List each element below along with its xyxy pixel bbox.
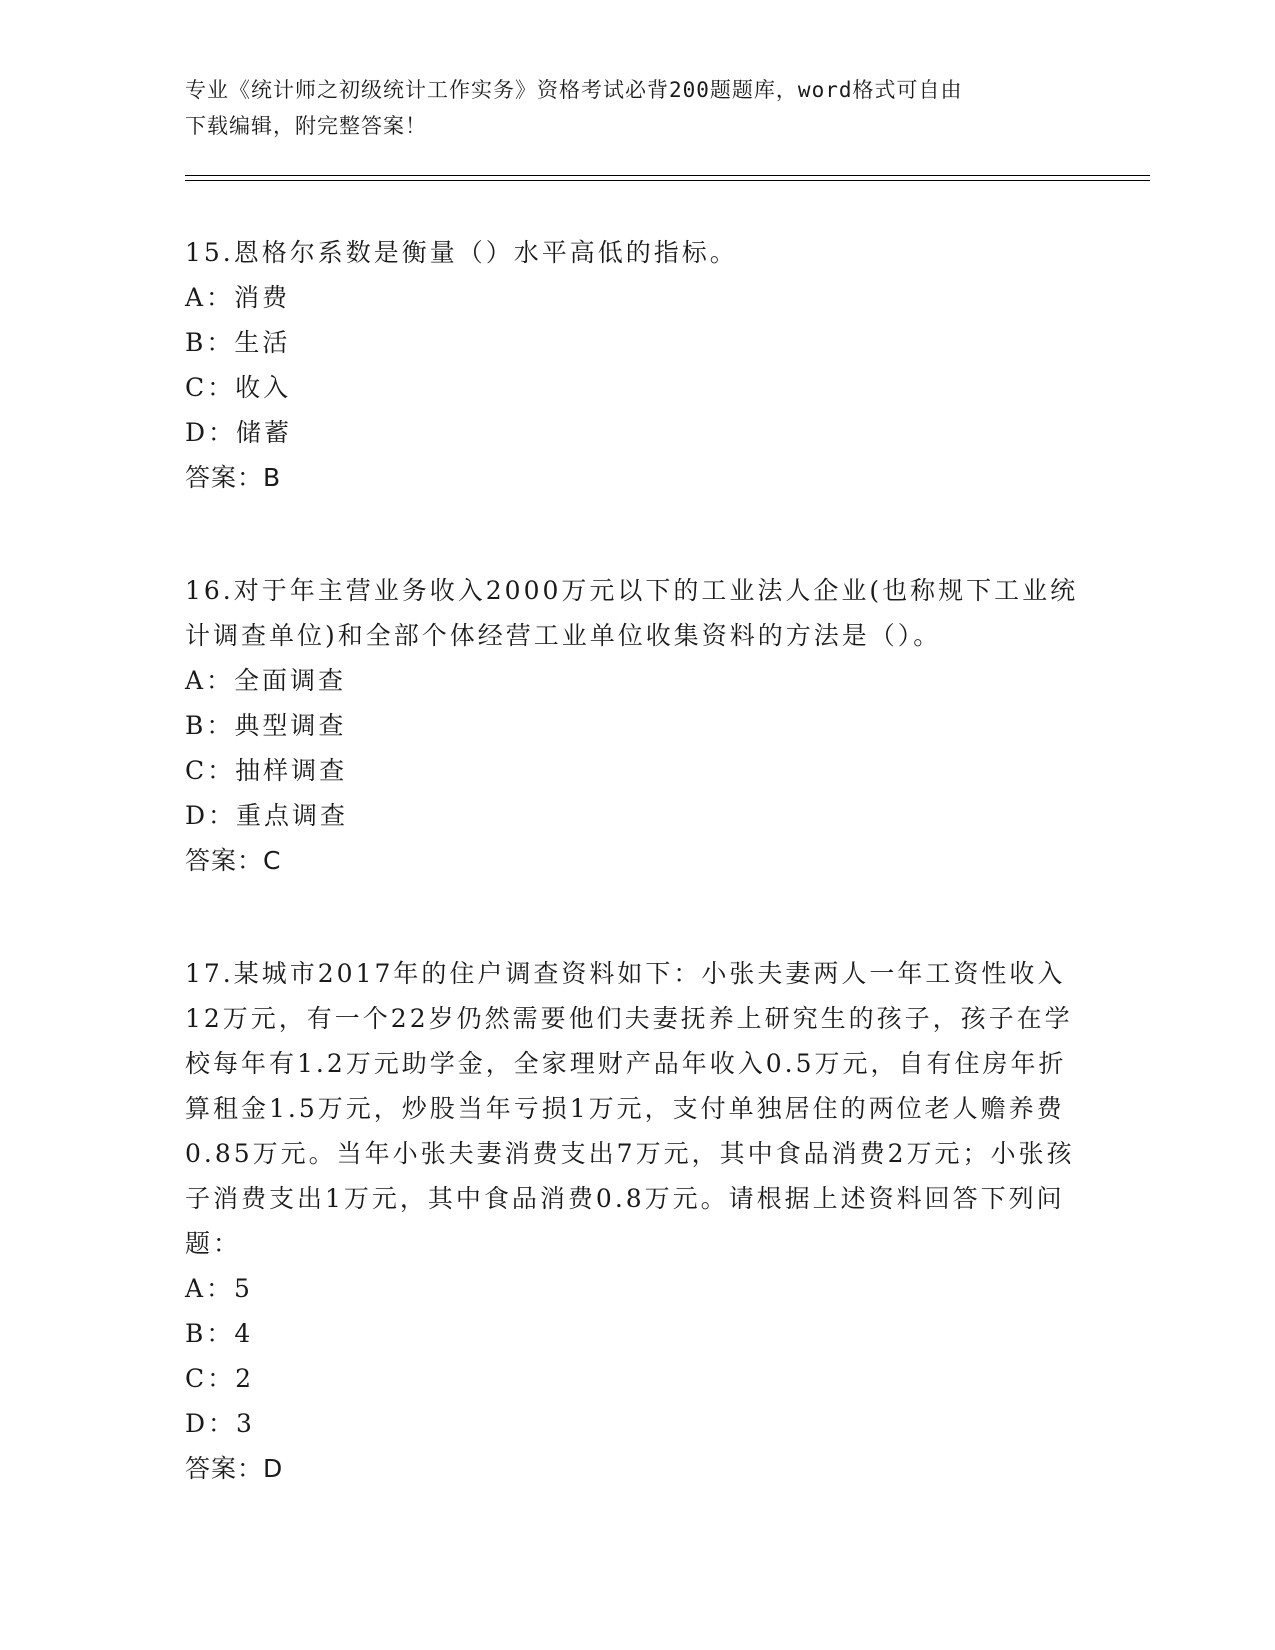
option-a: A：消费: [185, 283, 291, 312]
header-line-1: 专业《统计师之初级统计工作实务》资格考试必背200题题库，word格式可自由: [185, 78, 963, 102]
question-stem: 16.对于年主营业务收入2000万元以下的工业法人企业(也称规下工业统计调查单位)和全部个体经营工业单位收集资料的方法是（）。: [185, 576, 1079, 650]
answer-line: 答案：B: [185, 463, 282, 492]
question-17: [185, 951, 1090, 1491]
question-15: [185, 230, 1090, 500]
header-divider-thin: [185, 180, 1150, 181]
option-d: D：重点调查: [185, 801, 349, 830]
option-d: D：储蓄: [185, 418, 293, 447]
question-stem: 17.某城市2017年的住户调查资料如下：小张夫妻两人一年工资性收入12万元，有一个22岁仍然需要他们夫妻抚养上研究生的孩子，孩子在学校每年有1.2万元助学金，全家理财产品年收入0.5万元，自有住房年折算租金1.5万元，炒股当年亏损1万元，支付单独居住的两位老人赡养费0.85万元。当年小张夫妻消费支出7万元，其中食品消费2万元；小张孩子消费支出1万元，其中食品消费0.8万元。请根据上述资料回答下列问题：: [185, 959, 1075, 1258]
answer-line: 答案：D: [185, 1454, 284, 1483]
answer-line: 答案：C: [185, 846, 282, 875]
option-c: C：2: [185, 1364, 255, 1393]
option-b: B：典型调查: [185, 711, 347, 740]
option-b: B：4: [185, 1319, 254, 1348]
option-a: A：全面调查: [185, 666, 347, 695]
question-list: [185, 230, 1090, 1559]
option-a: A：5: [185, 1274, 253, 1303]
header-divider-thick: [185, 175, 1150, 176]
option-c: C：抽样调查: [185, 756, 348, 785]
question-16: [185, 568, 1090, 883]
option-b: B：生活: [185, 328, 291, 357]
header-line-2: 下载编辑，附完整答案！: [185, 114, 427, 138]
option-c: C：收入: [185, 373, 292, 402]
document-header: [185, 72, 1065, 144]
question-stem: 15.恩格尔系数是衡量（）水平高低的指标。: [185, 238, 738, 267]
option-d: D：3: [185, 1409, 255, 1438]
